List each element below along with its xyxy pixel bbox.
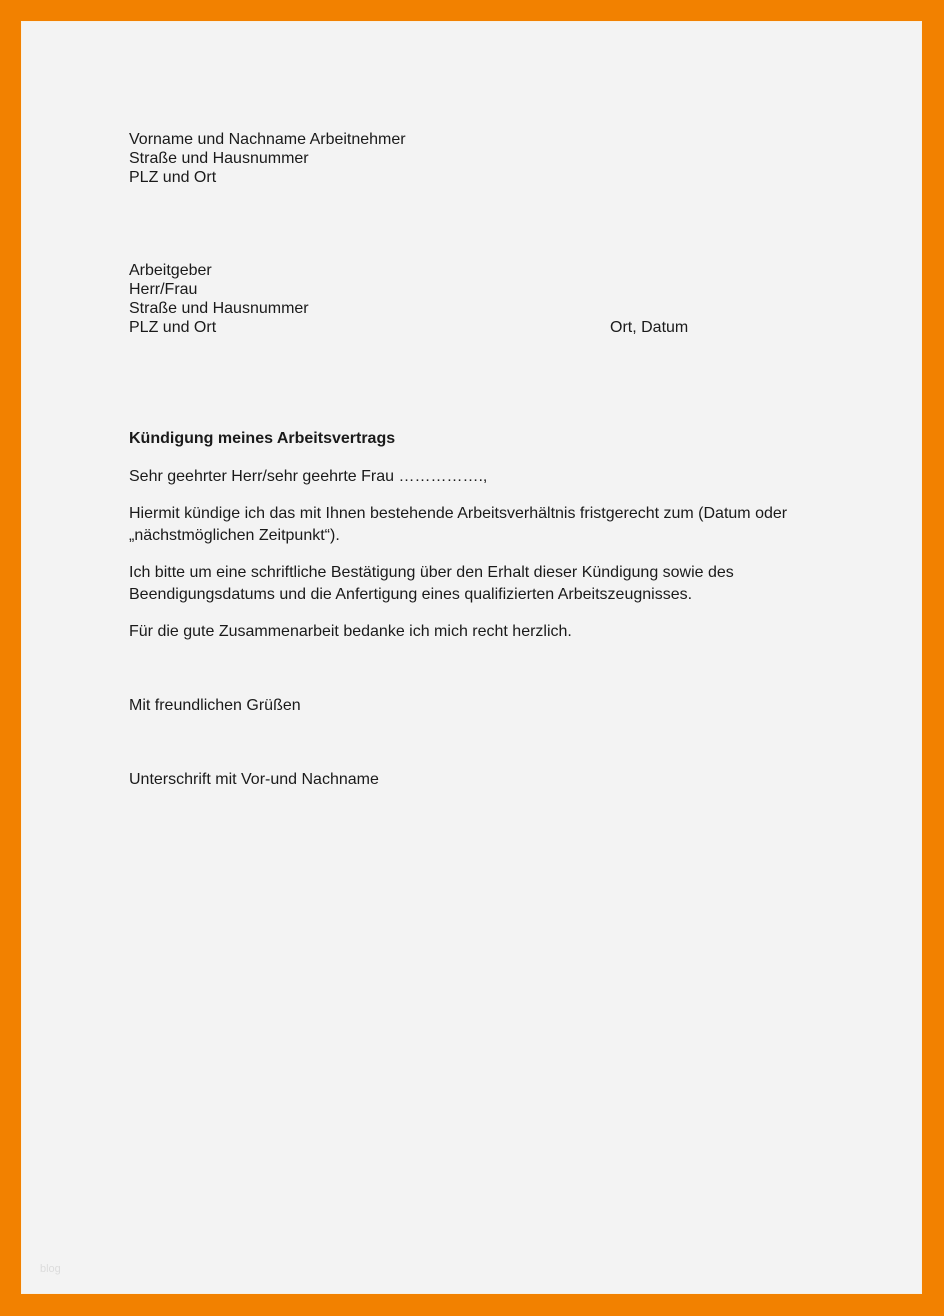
recipient-city: PLZ und Ort xyxy=(129,319,217,336)
body-paragraph-1-line-1: Hiermit kündige ich das mit Ihnen bestehende Arbeitsverhältnis fristgerecht zum (Datum oder xyxy=(129,505,788,522)
recipient-person: Herr/Frau xyxy=(129,281,198,298)
recipient-company: Arbeitgeber xyxy=(129,262,212,279)
sender-city: PLZ und Ort xyxy=(129,169,217,186)
body-paragraph-2-line-2: Beendigungsdatums und die Anfertigung eines qualifizierten Arbeitszeugnisses. xyxy=(129,586,693,603)
signature: Unterschrift mit Vor-und Nachname xyxy=(129,771,379,788)
place-date: Ort, Datum xyxy=(610,319,689,336)
subject-line: Kündigung meines Arbeitsvertrags xyxy=(129,430,396,447)
sender-name: Vorname und Nachname Arbeitnehmer xyxy=(129,131,406,148)
salutation: Sehr geehrter Herr/sehr geehrte Frau ……………., xyxy=(129,468,488,485)
body-paragraph-2-line-1: Ich bitte um eine schriftliche Bestätigung über den Erhalt dieser Kündigung sowie des xyxy=(129,564,734,581)
recipient-street: Straße und Hausnummer xyxy=(129,300,309,317)
letter-page xyxy=(21,21,922,1294)
watermark: blog xyxy=(40,1263,61,1275)
sender-street: Straße und Hausnummer xyxy=(129,150,309,167)
body-paragraph-3: Für die gute Zusammenarbeit bedanke ich mich recht herzlich. xyxy=(129,623,572,640)
body-paragraph-1-line-2: „nächstmöglichen Zeitpunkt“). xyxy=(129,527,340,544)
closing: Mit freundlichen Grüßen xyxy=(129,697,301,714)
